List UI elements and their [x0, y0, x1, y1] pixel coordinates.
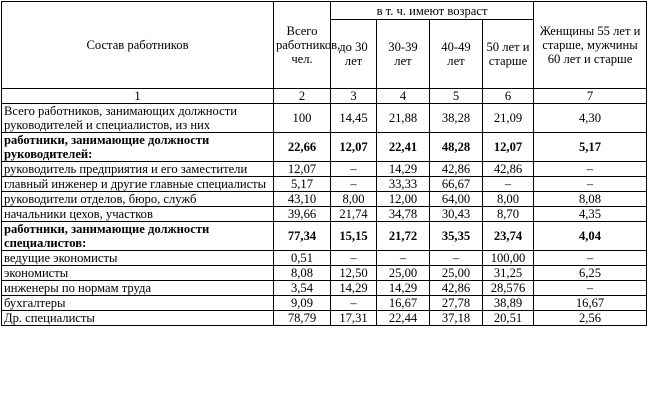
table-cell: 48,28 [430, 133, 483, 162]
table-cell: 0,51 [274, 251, 331, 266]
table-cell: 14,29 [331, 281, 377, 296]
column-number: 4 [377, 89, 430, 104]
table-cell: 22,66 [274, 133, 331, 162]
row-label: работники, занимающие должности руководителей: [2, 133, 274, 162]
table-cell: 38,89 [483, 296, 534, 311]
table-cell: 21,74 [331, 207, 377, 222]
table-cell: 8,00 [483, 192, 534, 207]
table-row [2, 281, 647, 296]
row-label: начальники цехов, участков [2, 207, 274, 222]
header-age-under-30: до 30 лет [331, 20, 377, 89]
table-cell: 12,07 [331, 133, 377, 162]
header-composition: Состав работников [2, 2, 274, 89]
table-cell: 78,79 [274, 311, 331, 326]
table-cell: – [430, 251, 483, 266]
table-row [2, 311, 647, 326]
table-cell: 5,17 [534, 133, 647, 162]
table-cell: – [534, 162, 647, 177]
table-row [2, 296, 647, 311]
header-row-top [2, 2, 647, 20]
table-cell: – [331, 177, 377, 192]
table-cell: 39,66 [274, 207, 331, 222]
table-cell: 43,10 [274, 192, 331, 207]
table-cell: 2,56 [534, 311, 647, 326]
table-cell: 12,07 [274, 162, 331, 177]
table-cell: 20,51 [483, 311, 534, 326]
table-cell: 31,25 [483, 266, 534, 281]
table-cell: 4,30 [534, 104, 647, 133]
table-row [2, 177, 647, 192]
column-number: 5 [430, 89, 483, 104]
table-cell: – [377, 251, 430, 266]
table-cell: 21,72 [377, 222, 430, 251]
table-row [2, 104, 647, 133]
row-label: руководитель предприятия и его заместители [2, 162, 274, 177]
table-cell: 22,41 [377, 133, 430, 162]
table-cell: 42,86 [430, 162, 483, 177]
table-row [2, 133, 647, 162]
table-cell: 30,43 [430, 207, 483, 222]
table-cell: 14,29 [377, 281, 430, 296]
table-cell: 22,44 [377, 311, 430, 326]
table-cell: 34,78 [377, 207, 430, 222]
table-cell: – [331, 251, 377, 266]
table-cell: – [331, 296, 377, 311]
table-cell: 23,74 [483, 222, 534, 251]
table-row [2, 222, 647, 251]
header-age-50-plus: 50 лет и старше [483, 20, 534, 89]
table-cell: 100 [274, 104, 331, 133]
table-cell: 9,09 [274, 296, 331, 311]
table-cell: 14,29 [377, 162, 430, 177]
column-number: 6 [483, 89, 534, 104]
row-label: экономисты [2, 266, 274, 281]
header-age-40-49: 40-49 лет [430, 20, 483, 89]
table-cell: 25,00 [430, 266, 483, 281]
table-cell: 15,15 [331, 222, 377, 251]
table-cell: 14,45 [331, 104, 377, 133]
column-number: 7 [534, 89, 647, 104]
row-label: Др. специалисты [2, 311, 274, 326]
table-cell: 33,33 [377, 177, 430, 192]
header-age-30-39: 30-39 лет [377, 20, 430, 89]
table-cell: – [483, 177, 534, 192]
header-age-group: в т. ч. имеют возраст [331, 2, 534, 20]
table-row [2, 192, 647, 207]
table-row [2, 266, 647, 281]
table-row [2, 162, 647, 177]
table-cell: 16,67 [377, 296, 430, 311]
row-label: работники, занимающие должности специалистов: [2, 222, 274, 251]
table-cell: 64,00 [430, 192, 483, 207]
table-body [2, 104, 647, 326]
table-cell: 3,54 [274, 281, 331, 296]
table-cell: 12,50 [331, 266, 377, 281]
column-number: 2 [274, 89, 331, 104]
table-cell: 27,78 [430, 296, 483, 311]
table-cell: 12,07 [483, 133, 534, 162]
table-cell: 17,31 [331, 311, 377, 326]
table-cell: 6,25 [534, 266, 647, 281]
table-cell: 37,18 [430, 311, 483, 326]
table-cell: 77,34 [274, 222, 331, 251]
table-cell: 100,00 [483, 251, 534, 266]
table-cell: 8,00 [331, 192, 377, 207]
table-cell: 38,28 [430, 104, 483, 133]
table-cell: – [534, 281, 647, 296]
row-label: бухгалтеры [2, 296, 274, 311]
row-label: инженеры по нормам труда [2, 281, 274, 296]
row-label: Всего работников, занимающих должности руководителей и специалистов, из них [2, 104, 274, 133]
table-cell: 28,576 [483, 281, 534, 296]
column-number-row [2, 89, 647, 104]
table-cell: 35,35 [430, 222, 483, 251]
table-cell: 8,08 [274, 266, 331, 281]
row-label: руководители отделов, бюро, служб [2, 192, 274, 207]
table-cell: 12,00 [377, 192, 430, 207]
table-cell: – [331, 162, 377, 177]
table-cell: – [534, 251, 647, 266]
column-number: 1 [2, 89, 274, 104]
row-label: ведущие экономисты [2, 251, 274, 266]
table-cell: 21,88 [377, 104, 430, 133]
table-cell: 5,17 [274, 177, 331, 192]
table-cell: 42,86 [483, 162, 534, 177]
table-cell: 21,09 [483, 104, 534, 133]
workforce-age-table [1, 1, 647, 326]
table-cell: 4,35 [534, 207, 647, 222]
table-cell: 16,67 [534, 296, 647, 311]
table-cell: 8,70 [483, 207, 534, 222]
table-cell: 4,04 [534, 222, 647, 251]
table-cell: 8,08 [534, 192, 647, 207]
column-number: 3 [331, 89, 377, 104]
table-cell: 25,00 [377, 266, 430, 281]
table-cell: – [534, 177, 647, 192]
row-label: главный инженер и другие главные специалисты [2, 177, 274, 192]
table-cell: 42,86 [430, 281, 483, 296]
header-total: Всего работников, чел. [274, 2, 331, 89]
table-row [2, 251, 647, 266]
table-cell: 66,67 [430, 177, 483, 192]
header-women-men: Женщины 55 лет и старше, мужчины 60 лет и старше [534, 2, 647, 89]
table-row [2, 207, 647, 222]
